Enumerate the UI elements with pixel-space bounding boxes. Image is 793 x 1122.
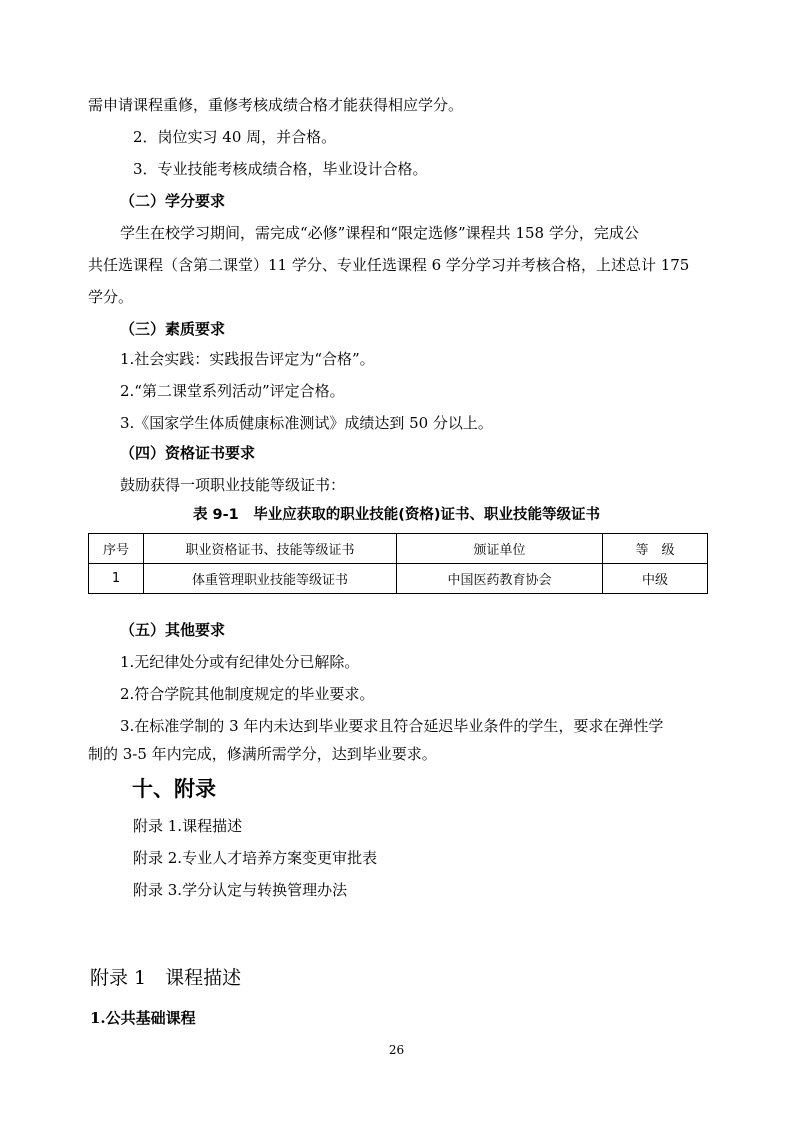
appendix-item-1: 附录 1.课程描述: [133, 817, 243, 835]
section-heading-appendix: 十、附录: [132, 777, 216, 801]
requirement-skill-exam: 3．专业技能考核成绩合格，毕业设计合格。: [133, 160, 428, 178]
credits-line-1: 学生在校学习期间，需完成“必修”课程和“限定选修”课程共 158 学分，完成公: [120, 224, 639, 242]
other-item-3-line-1: 3.在标准学制的 3 年内未达到毕业要求且符合延迟毕业条件的学生，要求在弹性学: [120, 717, 664, 735]
quality-item-3: 3.《国家学生体质健康标准测试》成绩达到 50 分以上。: [120, 414, 493, 432]
heading-other-requirements: （五）其他要求: [120, 621, 226, 639]
column-header-level: 等 级: [603, 534, 708, 564]
appendix-item-2: 附录 2.专业人才培养方案变更审批表: [133, 849, 378, 867]
quality-item-1: 1.社会实践：实践报告评定为“合格”。: [120, 350, 375, 368]
other-item-1: 1.无纪律处分或有纪律处分已解除。: [120, 653, 360, 671]
requirement-internship: 2．岗位实习 40 周，并合格。: [133, 128, 337, 146]
column-header-issuer: 颁证单位: [397, 534, 603, 564]
cell-level: 中级: [603, 564, 708, 594]
heading-certificate-requirements: （四）资格证书要求: [120, 444, 256, 462]
certificate-intro: 鼓励获得一项职业技能等级证书：: [120, 476, 346, 494]
heading-quality-requirements: （三）素质要求: [120, 320, 226, 338]
appendix-1-title: 附录 1 课程描述: [90, 967, 242, 989]
column-header-index: 序号: [89, 534, 144, 564]
credits-line-2: 共任选课程（含第二课堂）11 学分、专业任选课程 6 学分学习并考核合格，上述总计 175: [88, 256, 690, 274]
quality-item-2: 2.“第二课堂系列活动”评定合格。: [120, 382, 345, 400]
cell-index: 1: [89, 564, 144, 594]
cell-issuer: 中国医药教育协会: [397, 564, 603, 594]
credits-line-3: 学分。: [88, 288, 134, 306]
heading-credit-requirements: （二）学分要求: [120, 192, 226, 210]
appendix-section-heading: 1.公共基础课程: [90, 1009, 196, 1027]
appendix-item-3: 附录 3.学分认定与转换管理办法: [133, 881, 348, 899]
page-number: 26: [388, 1043, 405, 1057]
table-row: [89, 564, 708, 594]
table-header-row: [89, 534, 708, 564]
paragraph-course-retake: 需申请课程重修，重修考核成绩合格才能获得相应学分。: [88, 96, 464, 114]
column-header-certificate: 职业资格证书、技能等级证书: [144, 534, 397, 564]
other-item-2: 2.符合学院其他制度规定的毕业要求。: [120, 685, 375, 703]
table-caption: 表 9-1 毕业应获取的职业技能(资格)证书、职业技能等级证书: [193, 507, 600, 523]
other-item-3-line-2: 制的 3-5 年内完成，修满所需学分，达到毕业要求。: [88, 745, 437, 763]
cell-certificate: 体重管理职业技能等级证书: [144, 564, 397, 594]
certificate-table: [88, 533, 708, 594]
